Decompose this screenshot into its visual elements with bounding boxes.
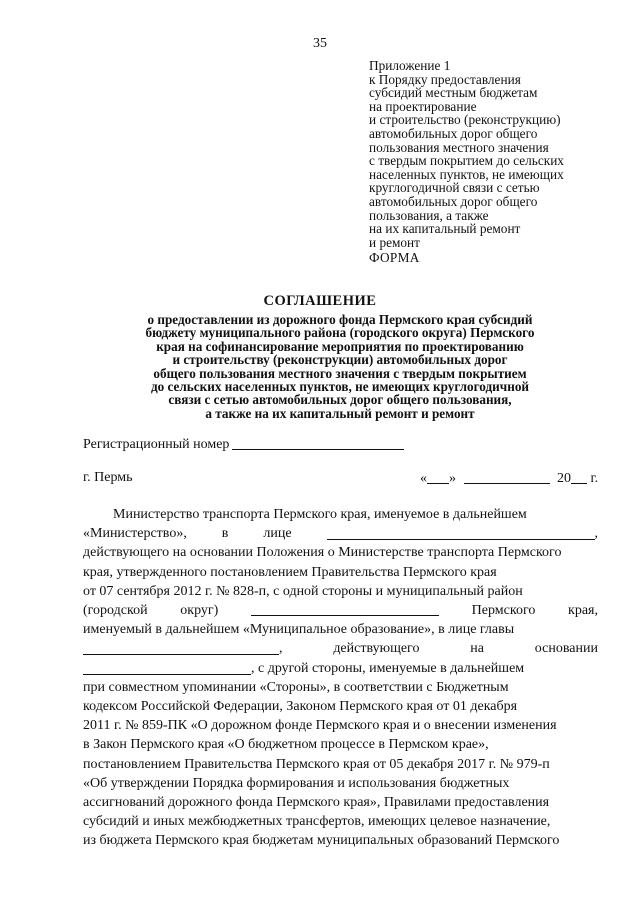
appendix-line: Приложение 1 [369, 58, 451, 73]
date-row [420, 470, 597, 487]
body-line: кодексом Российской Федерации, Законом Пермского края от 01 декабря [83, 699, 518, 715]
body-line: 2011 г. № 859-ПК «О дорожном фонде Пермского края и о внесении изменения [83, 718, 557, 734]
appendix-header [369, 59, 619, 249]
body-line: в Закон Пермского края «О бюджетном процессе в Пермском крае», [83, 737, 489, 753]
date-close-quote: » [449, 471, 456, 486]
subtitle-line: а также на их капитальный ремонт и ремонт [205, 405, 475, 421]
appendix-line: на проектирование [369, 98, 477, 114]
date-day-blank [427, 470, 449, 484]
body-line: , действующего на основании [83, 639, 598, 658]
appendix-line: населенных пунктов, не имеющих [369, 166, 564, 182]
appendix-line: автомобильных дорог общего [369, 193, 538, 209]
date-open-quote: « [420, 471, 427, 486]
city: г. Пермь [83, 470, 133, 485]
body-line: от 07 сентября 2012 г. № 828-п, с одной стороны и муниципальный район [83, 583, 523, 599]
municipality-name-blank [251, 601, 439, 616]
subtitle-line: связи с сетью автомобильных дорог общего пользования, [168, 392, 512, 408]
appendix-line: пользования, а также [369, 207, 489, 223]
body-line: «Об утверждении Порядка формирования и использования бюджетных [83, 775, 510, 791]
agreement-body [83, 505, 598, 851]
appendix-line: на их капитальный ремонт [369, 221, 521, 237]
body-line: края, утвержденного постановлением Правительства Пермского края [83, 564, 497, 580]
appendix-line: и строительство (реконструкцию) [369, 112, 561, 128]
appendix-line: автомобильных дорог общего [369, 125, 538, 141]
document-subtitle [0, 313, 640, 420]
registration-number-row [83, 436, 404, 453]
body-line: субсидий и иных межбюджетных трансфертов, имеющих целевое назначение, [83, 814, 551, 830]
basis-document-blank [83, 660, 251, 675]
date-year-blank [571, 470, 587, 484]
appendix-line: субсидий местным бюджетам [369, 85, 538, 101]
body-line: Министерство транспорта Пермского края, именуемое в дальнейшем [113, 507, 527, 522]
subtitle-line: края на софинансирование мероприятия по проектированию [156, 338, 524, 354]
date-year-prefix: 20 [557, 471, 571, 486]
subtitle-line: и строительству (реконструкции) автомобильных дорог [172, 352, 508, 368]
subtitle-line: общего пользования местного значения с твердым покрытием [153, 365, 527, 381]
registration-number-blank [232, 436, 404, 450]
form-label: ФОРМА [369, 250, 420, 265]
body-line: из бюджета Пермского края бюджетам муниципальных образований Пермского [83, 833, 560, 849]
body-line: действующего на основании Положения о Министерстве транспорта Пермского [83, 545, 562, 561]
appendix-line: пользования местного значения [369, 139, 549, 155]
date-month-blank [464, 470, 550, 484]
document-title: СОГЛАШЕНИЕ [263, 293, 377, 309]
date-year-suffix: г. [590, 471, 599, 486]
subtitle-line: о предоставлении из дорожного фонда Пермского края субсидий [147, 312, 533, 327]
head-name-blank [83, 640, 279, 655]
registration-label: Регистрационный номер [83, 437, 230, 452]
subtitle-line: до сельских населенных пунктов, не имеющих круглогодичной [150, 379, 530, 395]
appendix-line: и ремонт [369, 234, 420, 250]
page-number: 35 [313, 36, 327, 51]
minister-name-blank [327, 525, 595, 540]
body-line: «Министерство», в лице , [83, 526, 598, 542]
body-line: , с другой стороны, именуемые в дальнейшем [83, 659, 598, 678]
body-line: (городской округ) Пермского края, [83, 603, 598, 619]
body-line: постановлением Правительства Пермского края от 05 декабря 2017 г. № 979-п [83, 756, 550, 772]
appendix-line: с твердым покрытием до сельских [369, 153, 564, 169]
subtitle-line: бюджету муниципального района (городского округа) Пермского [145, 325, 535, 341]
appendix-line: круглогодичной связи с сетью [369, 180, 540, 196]
body-line: именуемый в дальнейшем «Муниципальное образование», в лице главы [83, 622, 515, 638]
appendix-line: к Порядку предоставления [369, 71, 521, 87]
body-line: при совместном упоминании «Стороны», в соответствии с Бюджетным [83, 679, 509, 695]
body-line: ассигнований дорожного фонда Пермского края», Правилами предоставления [83, 795, 550, 811]
